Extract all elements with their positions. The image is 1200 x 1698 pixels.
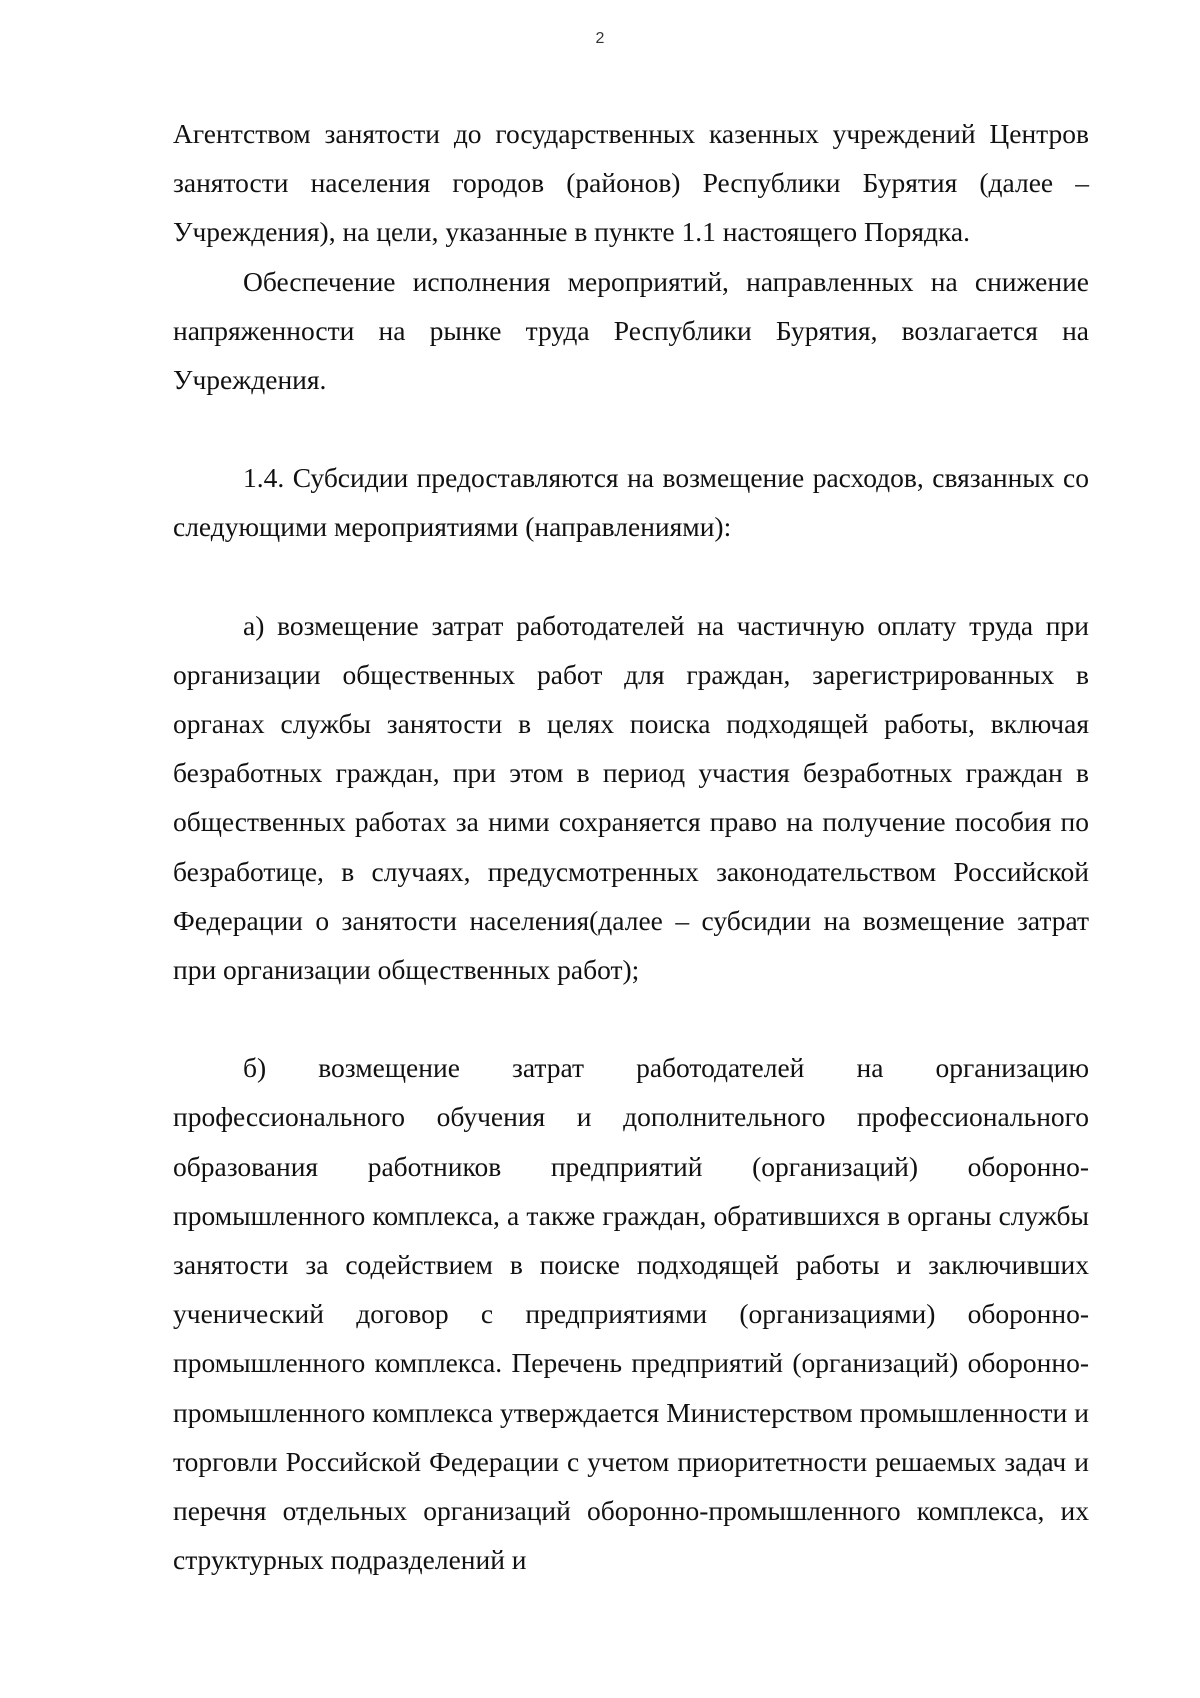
document-body — [173, 109, 1089, 1584]
paragraph-section-1-4: 1.4. Субсидии предоставляются на возмещение расходов, связанных со следующими мероприятиями (направлениями): — [173, 462, 1089, 543]
page-number: 2 — [595, 30, 605, 47]
paragraph-item-a: а) возмещение затрат работодателей на частичную оплату труда при организации общественных работ для граждан, зарегистрированных в органах службы занятости в целях поиска подходящей работы, включая безработных граждан, при этом в период участия безработных граждан в общественных работах за ними сохраняется право на получение пособия по безработице, в случаях, предусмотренных законодательством Российской Федерации о занятости населения(далее – субсидии на возмещение затрат при организации общественных работ); — [173, 609, 1089, 986]
paragraph-spacer — [173, 552, 1089, 601]
paragraph-spacer — [173, 994, 1089, 1043]
paragraph-spacer — [173, 404, 1089, 453]
paragraph-implementation: Обеспечение исполнения мероприятий, направленных на снижение напряженности на рынке труда Республики Бурятия, возлагается на Учреждения. — [173, 265, 1089, 396]
paragraph-continuation: Агентством занятости до государственных казенных учреждений Центров занятости населения городов (районов) Республики Бурятия (далее – Учреждения), на цели, указанные в пункте 1.1 настоящего Порядка. — [173, 118, 1089, 248]
paragraph-item-b: б) возмещение затрат работодателей на организацию профессионального обучения и дополнительного профессионального образования работников предприятий (организаций) оборонно-промышленного комплекса, а также граждан, обратившихся в органы службы занятости за содействием в поиске подходящей работы и заключивших ученический договор с предприятиями (организациями) оборонно-промышленного комплекса. Перечень предприятий (организаций) оборонно-промышленного комплекса утверждается Министерством промышленности и торговли Российской Федерации с учетом приоритетности решаемых задач и перечня отдельных организаций оборонно-промышленного комплекса, их структурных подразделений и — [173, 1052, 1089, 1576]
